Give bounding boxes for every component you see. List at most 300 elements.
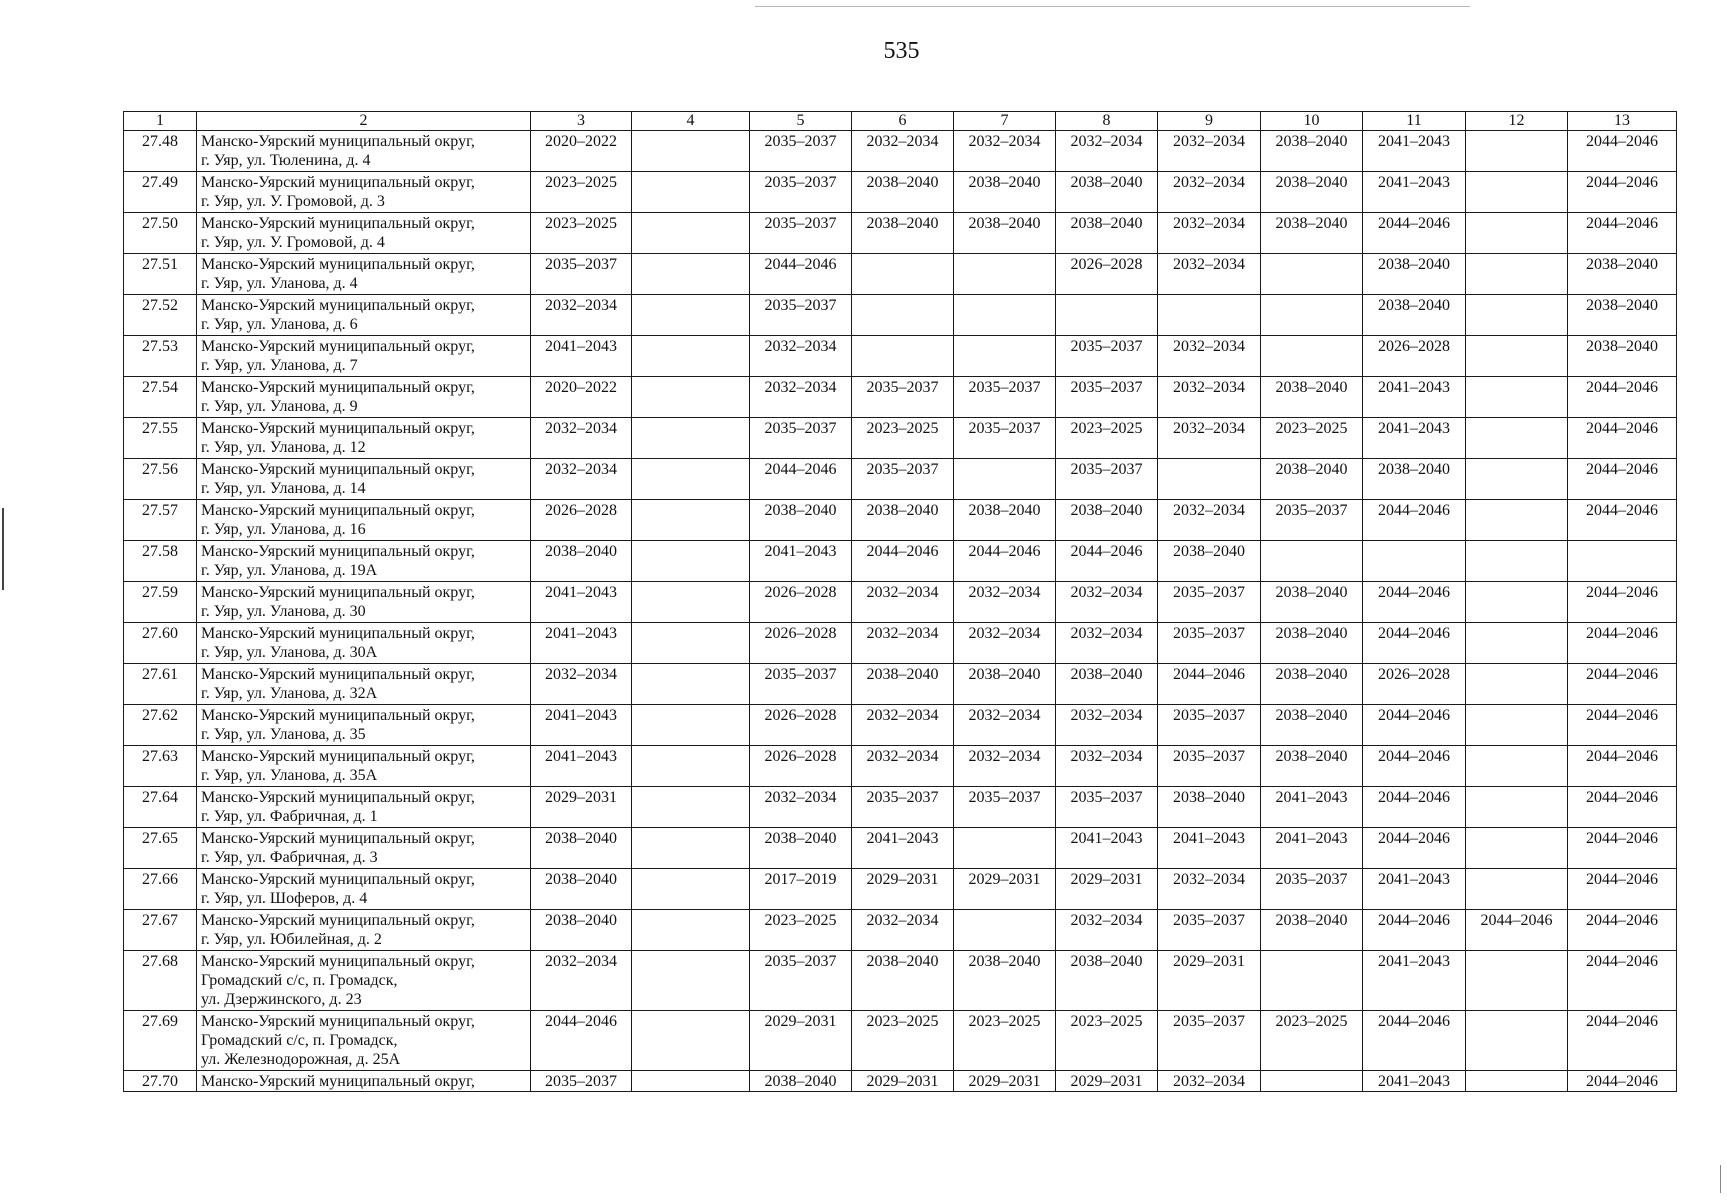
period-cell: 2032–2034: [531, 951, 632, 1011]
period-cell: 2038–2040: [852, 951, 954, 1011]
period-cell: 2044–2046: [1363, 910, 1466, 951]
period-cell: [632, 418, 750, 459]
period-cell: 2044–2046: [1466, 910, 1568, 951]
period-cell: 2035–2037: [531, 1071, 632, 1092]
period-cell: [1466, 1071, 1568, 1092]
period-cell: 2032–2034: [1158, 213, 1261, 254]
period-cell: 2041–2043: [531, 705, 632, 746]
period-cell: 2032–2034: [750, 336, 852, 377]
period-cell: [852, 336, 954, 377]
address-cell: Манско-Уярский муниципальный округ, г. Уяр, ул. Уланова, д. 9: [197, 377, 531, 418]
row-number-cell: 27.69: [124, 1011, 197, 1071]
header-row: [124, 112, 1677, 131]
period-cell: 2023–2025: [531, 213, 632, 254]
address-cell: Манско-Уярский муниципальный округ, г. Уяр, ул. Уланова, д. 4: [197, 254, 531, 295]
period-cell: 2044–2046: [1568, 418, 1677, 459]
row-number-cell: 27.63: [124, 746, 197, 787]
column-header: 11: [1363, 112, 1466, 131]
table-row: [124, 664, 1677, 705]
period-cell: [1568, 541, 1677, 582]
period-cell: 2032–2034: [1056, 623, 1158, 664]
period-cell: 2044–2046: [1568, 1071, 1677, 1092]
period-cell: 2044–2046: [1568, 213, 1677, 254]
period-cell: 2029–2031: [1056, 1071, 1158, 1092]
period-cell: 2044–2046: [1568, 869, 1677, 910]
period-cell: 2041–2043: [531, 336, 632, 377]
address-cell: Манско-Уярский муниципальный округ, г. Уяр, ул. Уланова, д. 16: [197, 500, 531, 541]
period-cell: 2041–2043: [531, 623, 632, 664]
address-cell: Манско-Уярский муниципальный округ, Громадский с/с, п. Громадск, ул. Дзержинского, д. 23: [197, 951, 531, 1011]
row-number-cell: 27.58: [124, 541, 197, 582]
address-cell: Манско-Уярский муниципальный округ, г. Уяр, ул. Шоферов, д. 4: [197, 869, 531, 910]
period-cell: 2044–2046: [1568, 172, 1677, 213]
period-cell: 2035–2037: [1158, 746, 1261, 787]
period-cell: 2029–2031: [1056, 869, 1158, 910]
period-cell: 2032–2034: [1158, 336, 1261, 377]
period-cell: 2032–2034: [852, 582, 954, 623]
table-row: [124, 1071, 1677, 1092]
period-cell: 2044–2046: [1363, 213, 1466, 254]
period-cell: [954, 254, 1056, 295]
period-cell: [954, 295, 1056, 336]
period-cell: 2038–2040: [1261, 377, 1363, 418]
period-cell: 2044–2046: [750, 254, 852, 295]
period-cell: 2044–2046: [531, 1011, 632, 1071]
column-header: 10: [1261, 112, 1363, 131]
period-cell: 2026–2028: [1363, 664, 1466, 705]
period-cell: [1466, 869, 1568, 910]
address-cell: Манско-Уярский муниципальный округ, г. Уяр, ул. Уланова, д. 6: [197, 295, 531, 336]
period-cell: [632, 787, 750, 828]
period-cell: 2029–2031: [852, 1071, 954, 1092]
period-cell: 2044–2046: [1363, 746, 1466, 787]
period-cell: 2029–2031: [852, 869, 954, 910]
period-cell: 2041–2043: [1363, 418, 1466, 459]
address-cell: Манско-Уярский муниципальный округ, г. Уяр, ул. Юбилейная, д. 2: [197, 910, 531, 951]
period-cell: [1261, 1071, 1363, 1092]
row-number-cell: 27.55: [124, 418, 197, 459]
address-cell: Манско-Уярский муниципальный округ, г. Уяр, ул. Уланова, д. 35А: [197, 746, 531, 787]
period-cell: 2038–2040: [1261, 664, 1363, 705]
period-cell: 2038–2040: [1363, 295, 1466, 336]
period-cell: [1466, 1011, 1568, 1071]
period-cell: 2026–2028: [750, 746, 852, 787]
period-cell: 2038–2040: [531, 910, 632, 951]
period-cell: [632, 623, 750, 664]
period-cell: 2038–2040: [1363, 254, 1466, 295]
address-cell: Манско-Уярский муниципальный округ, г. Уяр, ул. Уланова, д. 30А: [197, 623, 531, 664]
period-cell: 2044–2046: [1568, 131, 1677, 172]
period-cell: 2038–2040: [1363, 459, 1466, 500]
period-cell: 2041–2043: [1158, 828, 1261, 869]
period-cell: 2032–2034: [954, 746, 1056, 787]
scan-margin-mark: [1720, 1165, 1721, 1193]
period-cell: 2038–2040: [852, 500, 954, 541]
row-number-cell: 27.68: [124, 951, 197, 1011]
period-cell: 2044–2046: [1568, 910, 1677, 951]
table-row: [124, 787, 1677, 828]
period-cell: [632, 172, 750, 213]
period-cell: 2023–2025: [954, 1011, 1056, 1071]
period-cell: [954, 459, 1056, 500]
period-cell: 2023–2025: [1056, 1011, 1158, 1071]
period-cell: [1158, 459, 1261, 500]
period-cell: 2032–2034: [1158, 869, 1261, 910]
period-cell: [1261, 295, 1363, 336]
period-cell: 2032–2034: [1056, 746, 1158, 787]
address-cell: Манско-Уярский муниципальный округ, Громадский с/с, п. Громадск, ул. Железнодорожная, д. 25А: [197, 1011, 531, 1071]
row-number-cell: 27.54: [124, 377, 197, 418]
period-cell: 2044–2046: [1568, 377, 1677, 418]
period-cell: 2023–2025: [852, 1011, 954, 1071]
period-cell: 2041–2043: [1363, 1071, 1466, 1092]
row-number-cell: 27.61: [124, 664, 197, 705]
period-cell: 2032–2034: [1158, 254, 1261, 295]
period-cell: 2035–2037: [1056, 377, 1158, 418]
period-cell: 2044–2046: [1568, 787, 1677, 828]
period-cell: 2032–2034: [852, 746, 954, 787]
period-cell: 2038–2040: [1568, 254, 1677, 295]
period-cell: 2020–2022: [531, 377, 632, 418]
period-cell: [1466, 295, 1568, 336]
table-row: [124, 295, 1677, 336]
period-cell: [632, 500, 750, 541]
period-cell: [1466, 705, 1568, 746]
row-number-cell: 27.52: [124, 295, 197, 336]
period-cell: 2038–2040: [852, 664, 954, 705]
address-cell: Манско-Уярский муниципальный округ, г. Уяр, ул. Уланова, д. 19А: [197, 541, 531, 582]
period-cell: 2032–2034: [1158, 131, 1261, 172]
period-cell: 2038–2040: [852, 213, 954, 254]
period-cell: 2038–2040: [1056, 664, 1158, 705]
period-cell: 2038–2040: [750, 1071, 852, 1092]
column-header: 3: [531, 112, 632, 131]
address-cell: Манско-Уярский муниципальный округ, г. Уяр, ул. Уланова, д. 14: [197, 459, 531, 500]
period-cell: 2029–2031: [954, 1071, 1056, 1092]
period-cell: 2044–2046: [1056, 541, 1158, 582]
period-cell: 2035–2037: [750, 172, 852, 213]
period-cell: [632, 1011, 750, 1071]
table-row: [124, 1011, 1677, 1071]
table-row: [124, 254, 1677, 295]
period-cell: 2032–2034: [852, 910, 954, 951]
period-cell: 2038–2040: [852, 172, 954, 213]
period-cell: 2038–2040: [1056, 951, 1158, 1011]
period-cell: [1261, 336, 1363, 377]
table-row: [124, 459, 1677, 500]
address-cell: Манско-Уярский муниципальный округ, г. Уяр, ул. Уланова, д. 7: [197, 336, 531, 377]
period-cell: 2029–2031: [531, 787, 632, 828]
column-header: 2: [197, 112, 531, 131]
period-cell: 2038–2040: [750, 500, 852, 541]
period-cell: [632, 254, 750, 295]
period-cell: 2026–2028: [750, 705, 852, 746]
table-row: [124, 172, 1677, 213]
period-cell: 2044–2046: [1363, 705, 1466, 746]
period-cell: [1466, 459, 1568, 500]
period-cell: 2044–2046: [1568, 1011, 1677, 1071]
period-cell: 2038–2040: [531, 828, 632, 869]
period-cell: 2035–2037: [750, 664, 852, 705]
period-cell: 2035–2037: [1158, 910, 1261, 951]
period-cell: 2041–2043: [531, 582, 632, 623]
period-cell: 2038–2040: [1261, 131, 1363, 172]
period-cell: 2032–2034: [1056, 131, 1158, 172]
period-cell: 2032–2034: [954, 131, 1056, 172]
address-cell: Манско-Уярский муниципальный округ,: [197, 1071, 531, 1092]
period-cell: [1261, 541, 1363, 582]
period-cell: [852, 295, 954, 336]
period-cell: 2032–2034: [954, 623, 1056, 664]
period-cell: 2026–2028: [1363, 336, 1466, 377]
period-cell: [1466, 131, 1568, 172]
period-cell: 2032–2034: [954, 582, 1056, 623]
period-cell: 2026–2028: [1056, 254, 1158, 295]
period-cell: 2044–2046: [1568, 459, 1677, 500]
period-cell: 2032–2034: [531, 459, 632, 500]
period-cell: [1466, 951, 1568, 1011]
period-cell: [632, 1071, 750, 1092]
period-cell: 2038–2040: [1056, 213, 1158, 254]
period-cell: 2041–2043: [1056, 828, 1158, 869]
period-cell: [632, 131, 750, 172]
period-cell: [1466, 500, 1568, 541]
period-cell: [632, 377, 750, 418]
period-cell: 2035–2037: [852, 377, 954, 418]
row-number-cell: 27.70: [124, 1071, 197, 1092]
period-cell: 2041–2043: [1363, 131, 1466, 172]
period-cell: 2038–2040: [1261, 910, 1363, 951]
table-row: [124, 910, 1677, 951]
row-number-cell: 27.60: [124, 623, 197, 664]
period-cell: 2041–2043: [852, 828, 954, 869]
period-cell: 2035–2037: [750, 131, 852, 172]
period-cell: 2041–2043: [1363, 951, 1466, 1011]
period-cell: 2035–2037: [750, 951, 852, 1011]
column-header: 12: [1466, 112, 1568, 131]
period-cell: 2032–2034: [852, 131, 954, 172]
period-cell: 2032–2034: [531, 418, 632, 459]
period-cell: 2038–2040: [954, 172, 1056, 213]
period-cell: 2044–2046: [1363, 623, 1466, 664]
period-cell: 2038–2040: [1261, 705, 1363, 746]
period-cell: 2044–2046: [1568, 664, 1677, 705]
period-cell: 2041–2043: [1261, 828, 1363, 869]
table-row: [124, 582, 1677, 623]
period-cell: [1466, 172, 1568, 213]
period-cell: 2017–2019: [750, 869, 852, 910]
column-header: 13: [1568, 112, 1677, 131]
address-cell: Манско-Уярский муниципальный округ, г. Уяр, ул. У. Громовой, д. 3: [197, 172, 531, 213]
period-cell: [1466, 336, 1568, 377]
period-cell: 2035–2037: [954, 377, 1056, 418]
period-cell: 2035–2037: [1158, 582, 1261, 623]
data-table: [123, 111, 1677, 1092]
row-number-cell: 27.48: [124, 131, 197, 172]
period-cell: 2035–2037: [1261, 869, 1363, 910]
period-cell: [632, 869, 750, 910]
period-cell: 2023–2025: [1056, 418, 1158, 459]
period-cell: 2038–2040: [1261, 213, 1363, 254]
period-cell: 2026–2028: [750, 582, 852, 623]
period-cell: [1466, 541, 1568, 582]
period-cell: 2026–2028: [531, 500, 632, 541]
period-cell: [1056, 295, 1158, 336]
period-cell: 2035–2037: [1158, 623, 1261, 664]
table-row: [124, 541, 1677, 582]
period-cell: [852, 254, 954, 295]
period-cell: 2041–2043: [1363, 172, 1466, 213]
period-cell: [632, 459, 750, 500]
period-cell: 2035–2037: [750, 213, 852, 254]
period-cell: 2038–2040: [1568, 336, 1677, 377]
period-cell: [1466, 787, 1568, 828]
period-cell: 2044–2046: [750, 459, 852, 500]
period-cell: 2038–2040: [1158, 787, 1261, 828]
period-cell: 2035–2037: [531, 254, 632, 295]
address-cell: Манско-Уярский муниципальный округ, г. Уяр, ул. Уланова, д. 30: [197, 582, 531, 623]
period-cell: 2044–2046: [1363, 500, 1466, 541]
period-cell: 2032–2034: [1056, 910, 1158, 951]
period-cell: 2044–2046: [1568, 746, 1677, 787]
row-number-cell: 27.62: [124, 705, 197, 746]
row-number-cell: 27.51: [124, 254, 197, 295]
period-cell: 2023–2025: [1261, 1011, 1363, 1071]
table-row: [124, 705, 1677, 746]
period-cell: 2038–2040: [531, 869, 632, 910]
period-cell: [1466, 623, 1568, 664]
address-cell: Манско-Уярский муниципальный округ, г. Уяр, ул. Фабричная, д. 3: [197, 828, 531, 869]
row-number-cell: 27.50: [124, 213, 197, 254]
period-cell: 2035–2037: [1158, 705, 1261, 746]
period-cell: 2038–2040: [1261, 623, 1363, 664]
period-cell: 2035–2037: [852, 459, 954, 500]
period-cell: [632, 910, 750, 951]
period-cell: [632, 295, 750, 336]
row-number-cell: 27.64: [124, 787, 197, 828]
period-cell: 2032–2034: [531, 295, 632, 336]
period-cell: 2038–2040: [750, 828, 852, 869]
period-cell: 2044–2046: [1363, 787, 1466, 828]
period-cell: 2041–2043: [750, 541, 852, 582]
period-cell: 2035–2037: [750, 418, 852, 459]
address-cell: Манско-Уярский муниципальный округ, г. Уяр, ул. Тюленина, д. 4: [197, 131, 531, 172]
table-row: [124, 500, 1677, 541]
period-cell: 2038–2040: [954, 664, 1056, 705]
column-header: 5: [750, 112, 852, 131]
address-cell: Манско-Уярский муниципальный округ, г. Уяр, ул. Уланова, д. 12: [197, 418, 531, 459]
period-cell: 2038–2040: [1568, 295, 1677, 336]
period-cell: 2032–2034: [1158, 418, 1261, 459]
table-row: [124, 869, 1677, 910]
period-cell: 2041–2043: [531, 746, 632, 787]
period-cell: 2038–2040: [1261, 459, 1363, 500]
address-cell: Манско-Уярский муниципальный округ, г. Уяр, ул. Уланова, д. 35: [197, 705, 531, 746]
period-cell: 2023–2025: [1261, 418, 1363, 459]
period-cell: 2038–2040: [1158, 541, 1261, 582]
period-cell: 2038–2040: [1056, 500, 1158, 541]
period-cell: 2044–2046: [1568, 582, 1677, 623]
row-number-cell: 27.53: [124, 336, 197, 377]
scan-margin-mark: [2, 508, 4, 590]
period-cell: 2032–2034: [531, 664, 632, 705]
period-cell: [632, 336, 750, 377]
period-cell: [1466, 418, 1568, 459]
period-cell: 2044–2046: [954, 541, 1056, 582]
period-cell: 2038–2040: [954, 500, 1056, 541]
period-cell: 2044–2046: [1568, 623, 1677, 664]
period-cell: 2023–2025: [531, 172, 632, 213]
period-cell: 2044–2046: [1568, 705, 1677, 746]
period-cell: [1466, 664, 1568, 705]
period-cell: 2041–2043: [1363, 377, 1466, 418]
period-cell: [632, 541, 750, 582]
period-cell: 2038–2040: [954, 213, 1056, 254]
column-header: 4: [632, 112, 750, 131]
period-cell: 2032–2034: [1056, 582, 1158, 623]
period-cell: 2038–2040: [1261, 746, 1363, 787]
period-cell: 2044–2046: [1568, 951, 1677, 1011]
period-cell: 2038–2040: [1261, 172, 1363, 213]
period-cell: 2038–2040: [531, 541, 632, 582]
period-cell: [954, 910, 1056, 951]
period-cell: 2041–2043: [1261, 787, 1363, 828]
period-cell: 2035–2037: [1056, 787, 1158, 828]
period-cell: [1466, 746, 1568, 787]
period-cell: 2044–2046: [1568, 500, 1677, 541]
table-row: [124, 131, 1677, 172]
period-cell: 2032–2034: [1158, 172, 1261, 213]
address-cell: Манско-Уярский муниципальный округ, г. Уяр, ул. Уланова, д. 32А: [197, 664, 531, 705]
period-cell: 2038–2040: [1056, 172, 1158, 213]
period-cell: [1261, 254, 1363, 295]
table-row: [124, 336, 1677, 377]
row-number-cell: 27.49: [124, 172, 197, 213]
period-cell: 2038–2040: [954, 951, 1056, 1011]
column-header: 8: [1056, 112, 1158, 131]
period-cell: 2032–2034: [852, 623, 954, 664]
table-body: [124, 131, 1677, 1092]
period-cell: 2035–2037: [852, 787, 954, 828]
period-cell: 2041–2043: [1363, 869, 1466, 910]
period-cell: [1363, 541, 1466, 582]
table-row: [124, 418, 1677, 459]
table-row: [124, 951, 1677, 1011]
row-number-cell: 27.67: [124, 910, 197, 951]
table-row: [124, 213, 1677, 254]
period-cell: [1466, 254, 1568, 295]
period-cell: 2026–2028: [750, 623, 852, 664]
period-cell: 2044–2046: [852, 541, 954, 582]
period-cell: 2023–2025: [750, 910, 852, 951]
period-cell: 2044–2046: [1158, 664, 1261, 705]
period-cell: [1466, 582, 1568, 623]
period-cell: 2032–2034: [1056, 705, 1158, 746]
row-number-cell: 27.66: [124, 869, 197, 910]
table-row: [124, 746, 1677, 787]
period-cell: 2032–2034: [750, 377, 852, 418]
period-cell: 2044–2046: [1363, 828, 1466, 869]
period-cell: 2035–2037: [954, 787, 1056, 828]
period-cell: 2035–2037: [750, 295, 852, 336]
address-cell: Манско-Уярский муниципальный округ, г. Уяр, ул. Фабричная, д. 1: [197, 787, 531, 828]
period-cell: [954, 336, 1056, 377]
table-row: [124, 623, 1677, 664]
period-cell: [954, 828, 1056, 869]
period-cell: [632, 664, 750, 705]
period-cell: 2023–2025: [852, 418, 954, 459]
column-header: 1: [124, 112, 197, 131]
